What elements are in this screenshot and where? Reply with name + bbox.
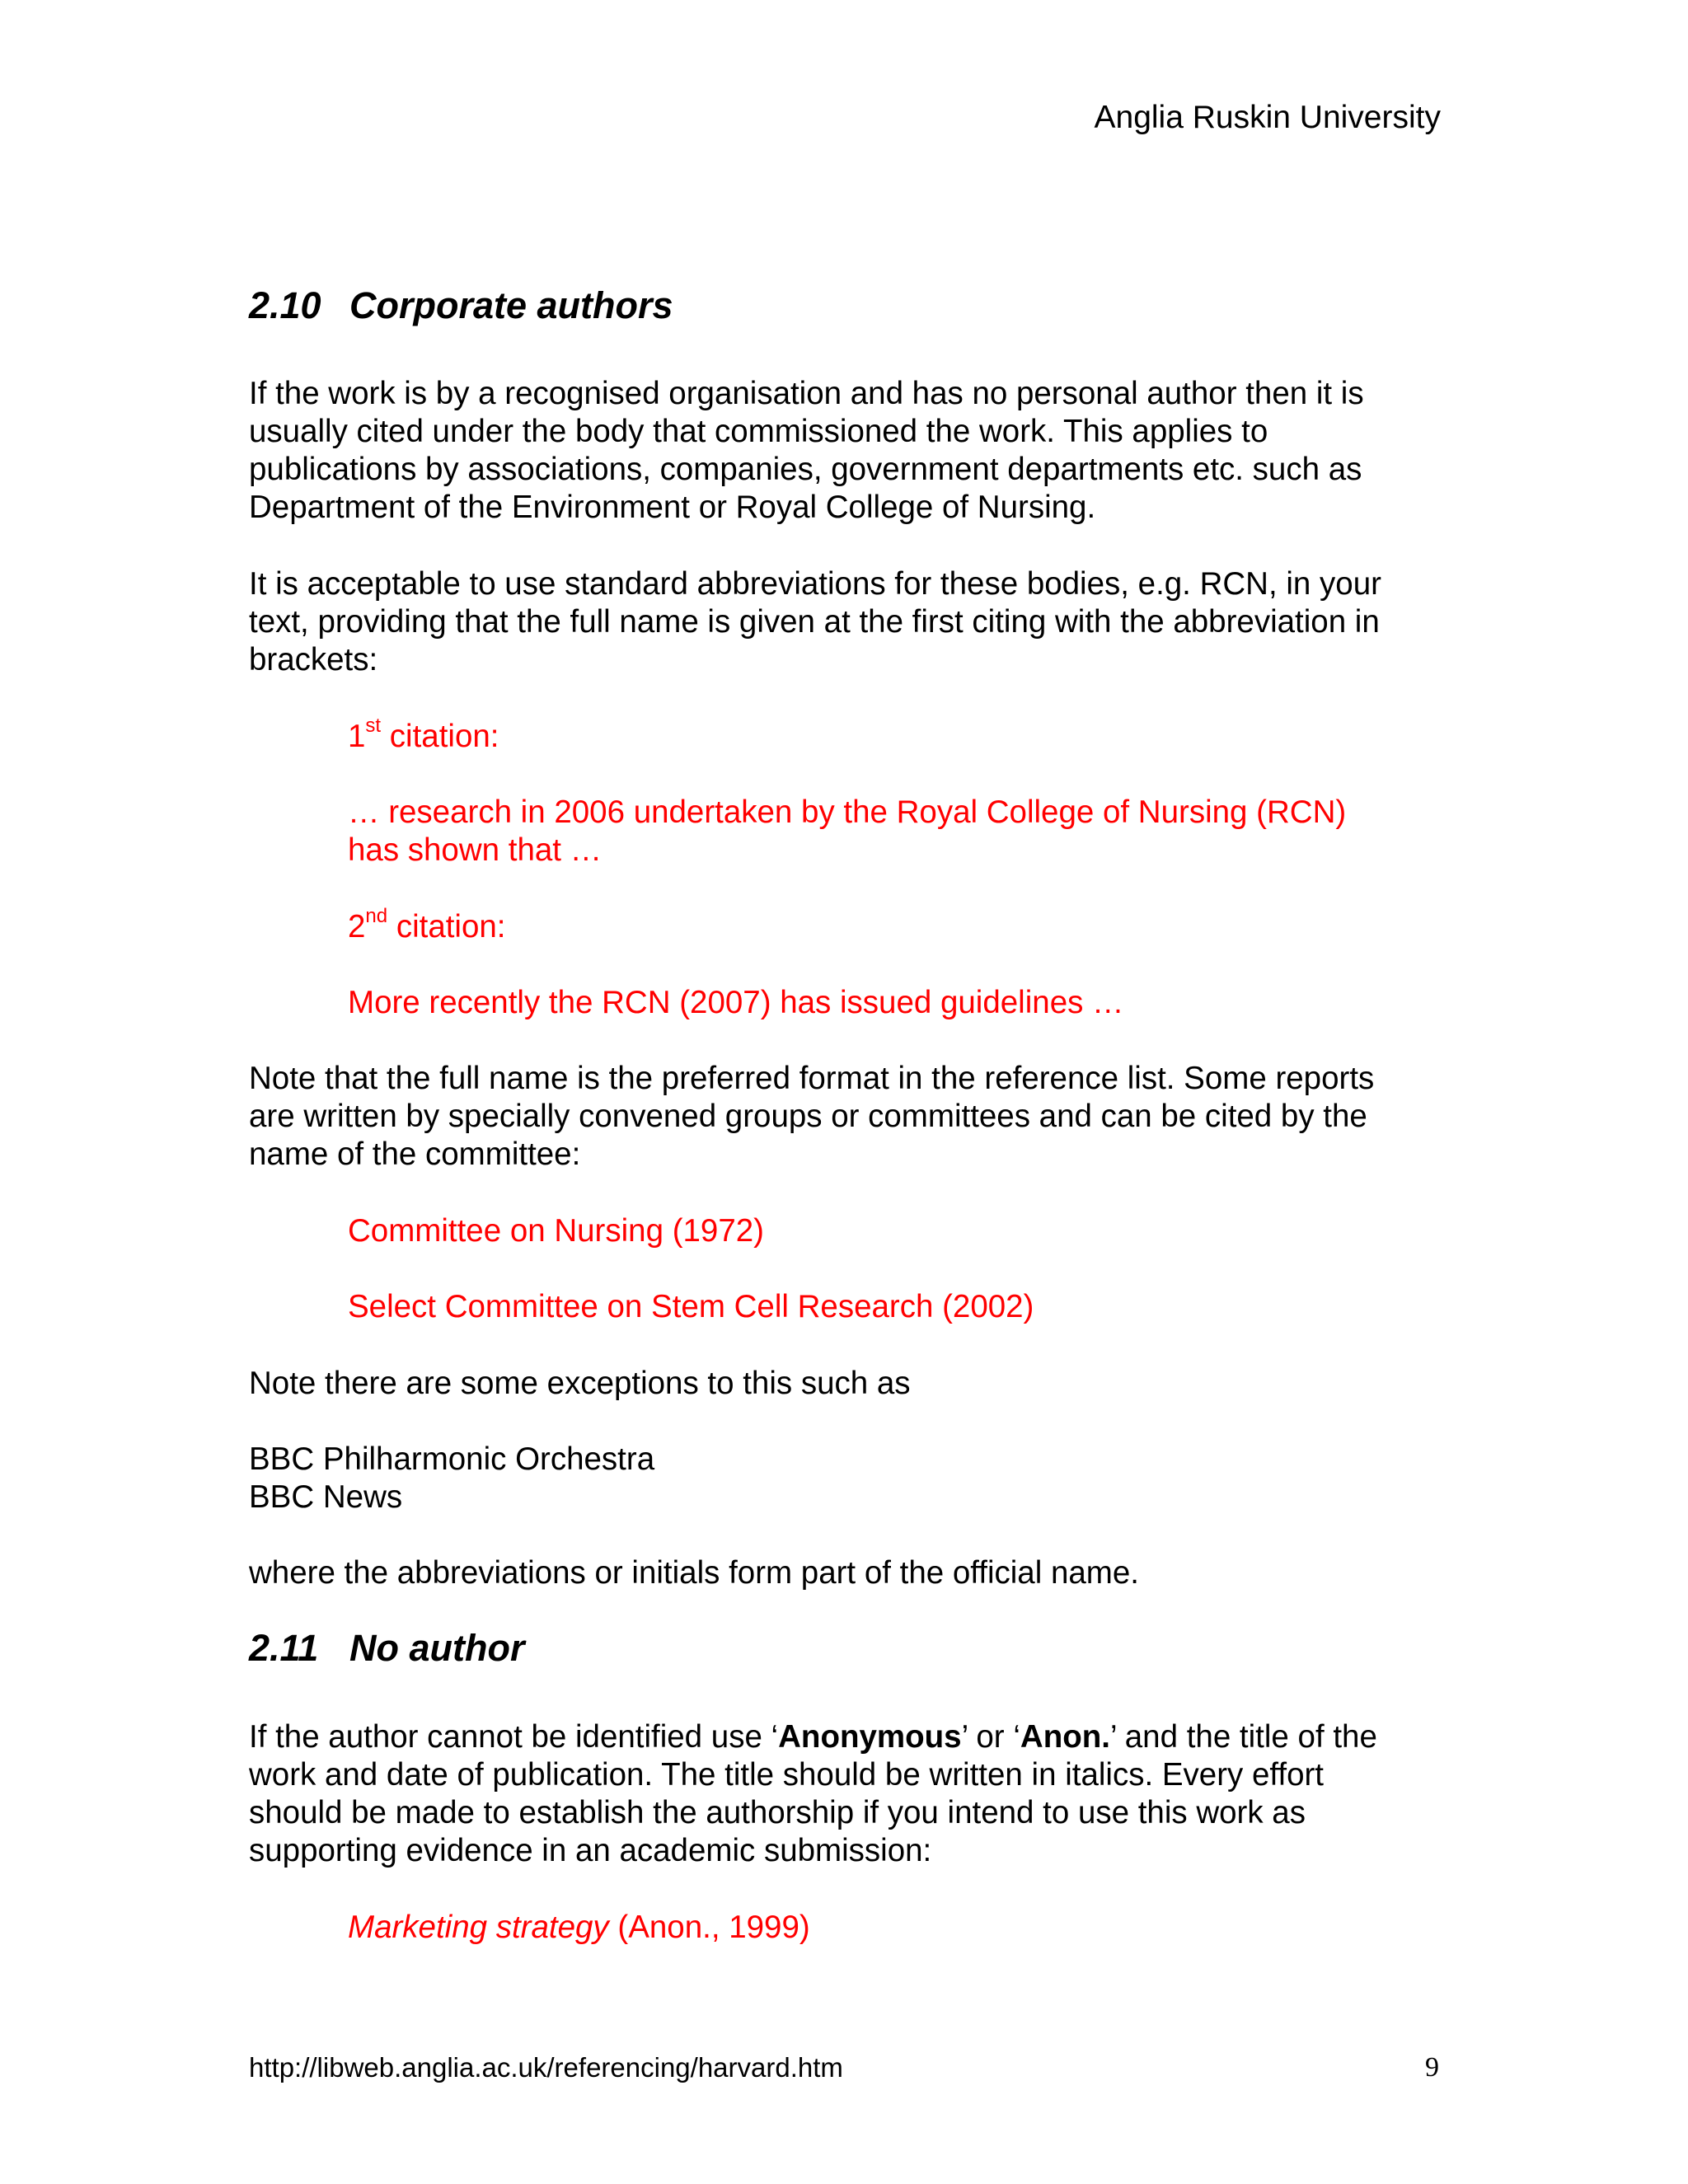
exceptions-list <box>249 1441 1452 1516</box>
text-line: text, providing that the full name is given at the first citing with the abbreviation in <box>249 604 1380 640</box>
page-number: 9 <box>1425 2052 1439 2083</box>
paragraph-no-author <box>249 1718 1452 1870</box>
committee-example-2: Select Committee on Stem Cell Research (2002) <box>348 1289 1034 1324</box>
text-line <box>249 1718 1452 1756</box>
footer-url: http://libweb.anglia.ac.uk/referencing/harvard.htm <box>249 2052 843 2083</box>
text-line: brackets: <box>249 642 378 677</box>
second-citation-label <box>348 905 1551 946</box>
text-line: Department of the Environment or Royal College of Nursing. <box>249 490 1096 525</box>
section-number: 2.11 <box>249 1627 319 1669</box>
example-citation: (Anon., 1999) <box>608 1910 810 1945</box>
anonymous-term: Anonymous <box>778 1719 962 1755</box>
section-heading-2-11 <box>249 1625 524 1671</box>
list-item: BBC Philharmonic Orchestra <box>249 1441 655 1477</box>
text-line: name of the committee: <box>249 1137 581 1172</box>
committee-example-1: Committee on Nursing (1972) <box>348 1213 764 1249</box>
citation-label: citation: <box>381 719 499 754</box>
second-citation-example: More recently the RCN (2007) has issued guidelines … <box>348 985 1124 1020</box>
citation-number: 2 <box>348 909 366 944</box>
text-line: are written by specially convened groups or committees and can be cited by the <box>249 1099 1367 1134</box>
paragraph-exceptions-intro: Note there are some exceptions to this such as <box>249 1366 911 1401</box>
paragraph-exceptions-note: where the abbreviations or initials form part of the official name. <box>249 1555 1139 1591</box>
paragraph-reference-list-note <box>249 1060 1452 1174</box>
text-line: supporting evidence in an academic submission: <box>249 1833 932 1868</box>
text-line: has shown that … <box>348 832 603 868</box>
section-heading-2-10 <box>249 283 673 329</box>
citation-number: 1 <box>348 719 366 754</box>
header-institution: Anglia Ruskin University <box>1094 100 1441 135</box>
text-line: work and date of publication. The title should be written in italics. Every effort <box>249 1757 1324 1793</box>
citation-ordinal: st <box>365 715 382 738</box>
example-title: Marketing strategy <box>348 1910 609 1945</box>
text-line: Note that the full name is the preferred format in the reference list. Some reports <box>249 1061 1375 1096</box>
text-line: It is acceptable to use standard abbreviations for these bodies, e.g. RCN, in your <box>249 566 1381 602</box>
section-number: 2.10 <box>249 284 321 326</box>
citation-ordinal: nd <box>365 905 388 928</box>
text-run: ’ or ‘ <box>961 1719 1020 1755</box>
text-run: ’ and the title of the <box>1109 1719 1377 1755</box>
citation-label: citation: <box>387 909 506 944</box>
list-item: BBC News <box>249 1479 403 1515</box>
section-title: No author <box>349 1627 525 1669</box>
paragraph-abbreviations <box>249 565 1452 679</box>
section-title: Corporate authors <box>349 284 673 326</box>
text-line: usually cited under the body that commissioned the work. This applies to <box>249 414 1268 449</box>
text-line: should be made to establish the authorship if you intend to use this work as <box>249 1795 1306 1830</box>
text-line: publications by associations, companies, government departments etc. such as <box>249 452 1362 487</box>
text-run: If the author cannot be identified use ‘ <box>249 1719 779 1755</box>
anon-citation-example <box>348 1909 1551 1947</box>
anon-term: Anon. <box>1020 1719 1110 1755</box>
first-citation-example <box>348 794 1551 869</box>
text-line: If the work is by a recognised organisation and has no personal author then it is <box>249 376 1364 411</box>
text-line: … research in 2006 undertaken by the Royal College of Nursing (RCN) <box>348 794 1347 830</box>
paragraph-corporate-intro <box>249 375 1452 527</box>
first-citation-label <box>348 715 1551 756</box>
